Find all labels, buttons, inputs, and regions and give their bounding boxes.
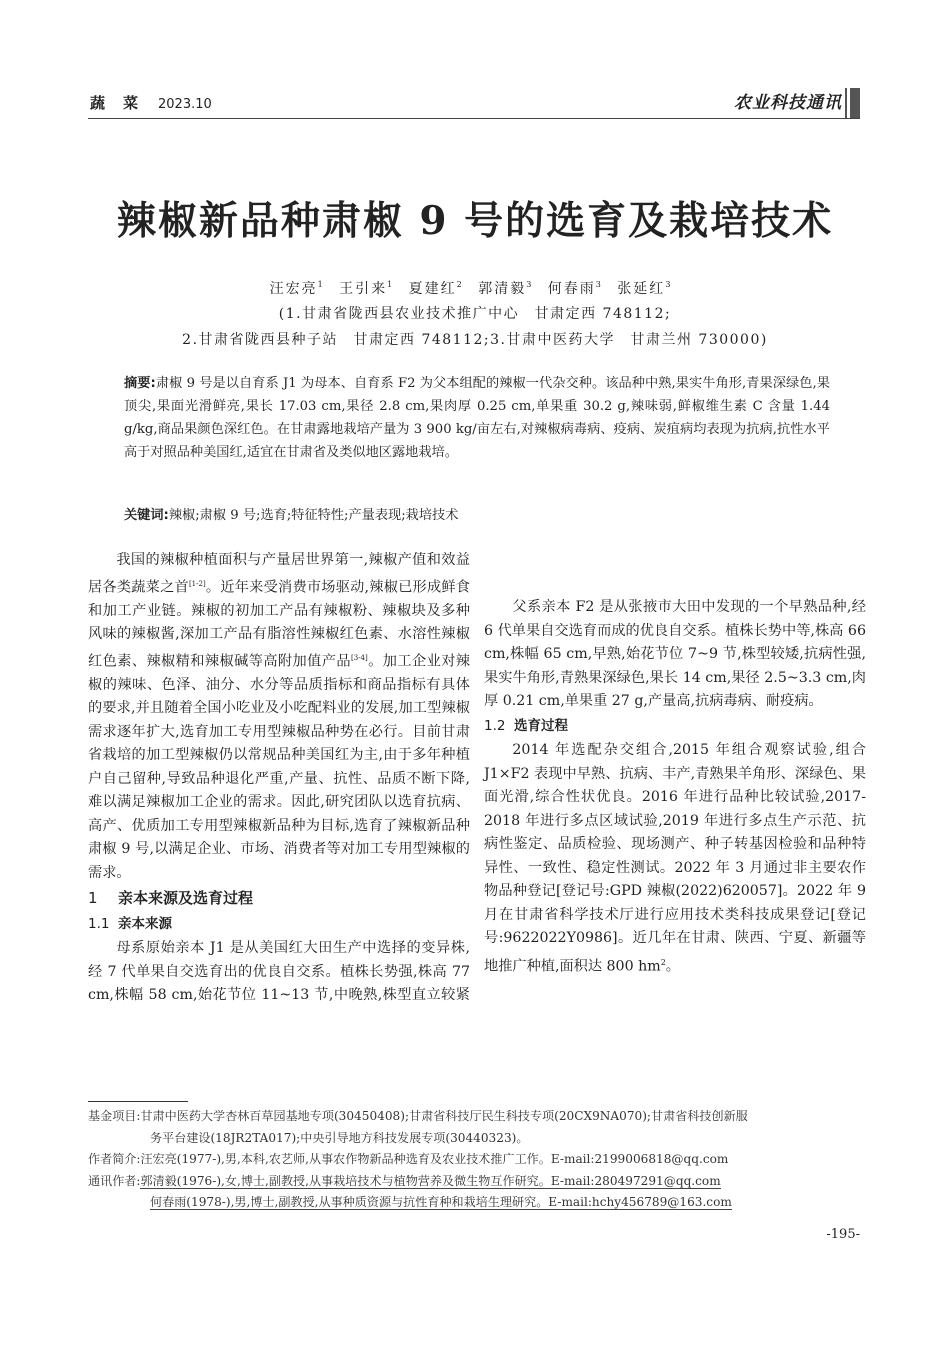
corresponding-text-2: 何春雨(1978-),男,博士,副教授,从事种质资源与抗性育种和栽培生理研究。E-mail:hchy456789@163.com — [150, 1195, 732, 1209]
breeding-text: 2014 年选配杂交组合,2015 年组合观察试验,组合 J1×F2 表现中早熟、抗病、丰产,青熟果羊角形、深绿色、果面光滑,综合性状优良。2016 年进行品种比较试验,2017-2018 年进行多点区域试验,2019 年进行多点生产示范、抗病性鉴定、品质检验、现场测产、种子转基因检验和品种特异性、一致性、稳定性测试。2022 年 3 月通过非主要农作物品种登记[登记号:GPD 辣椒(2022)620057]。2022 年 9 月在甘肃省科学技术厅进行应用技术类科技成果登记[登记号:9622022Y0986]。近几年在甘肃、陕西、宁夏、新疆等地推广种植,面积达 800 hm — [484, 742, 866, 975]
keywords-label: 关键词: — [124, 508, 169, 523]
author-name: 张延红 — [617, 281, 666, 297]
corresponding-label: 通讯作者: — [88, 1173, 141, 1188]
father-parent-paragraph: 父系亲本 F2 是从张掖市大田中发现的一个早熟品种,经 6 代单果自交选育而成的优良自交系。植株长势中等,株高 66 cm,株幅 65 cm,早熟,始花节位 7~9 节,株型较矮,抗病性强,果实牛角形,青熟果深绿色,果长 14 cm,果径 2.5~3.3 cm,肉厚 0.21 cm,单果重 27 g,产量高,抗病毒病、耐疫病。 — [484, 599, 866, 709]
affiliation-line-1: (1.甘肃省陇西县农业技术推广中心 甘肃定西 748112; — [278, 306, 672, 322]
section-title: 亲本来源及选育过程 — [118, 889, 254, 908]
breeding-process-paragraph — [484, 739, 866, 979]
fund-line-2: 务平台建设(18JR2TA017);中央引导地方科技发展专项(30440323)。 — [150, 1130, 529, 1145]
author-affiliation-mark: 3 — [595, 280, 601, 290]
abstract — [124, 372, 830, 464]
corresponding-author-line-2 — [88, 1192, 863, 1214]
author-name: 王引来 — [339, 281, 388, 297]
header-rule — [88, 118, 860, 119]
fund-text-1: 甘肃中医药大学杏林百草园基地专项(30450408);甘肃省科技厅民生科技专项(20CX9NA070);甘肃省科技创新服 — [140, 1109, 748, 1123]
page-number: -195- — [826, 1227, 860, 1242]
intro-text-a: 我国的辣椒种植面积与产量居世界第一,辣椒产值和效益居各类蔬菜之首 — [88, 552, 470, 596]
mother-parent-paragraph: 母系原始亲本 J1 是从美国红大田生产中选择的变异株,经 7 代单果自交选育出的优良自交系。植株长势强,株高 77 cm,株幅 58 cm,始花节位 11~13 节,中晚熟,株型直立较紧 — [88, 940, 470, 1004]
running-header — [90, 92, 212, 113]
corresponding-author-line — [88, 1171, 863, 1193]
author-bio-text: 汪宏亮(1977-),男,本科,农艺师,从事农作物新品种选育及农业技术推广工作。E-mail:2199006818@qq.com — [140, 1152, 729, 1166]
citation-3-4: [3-4] — [350, 653, 368, 662]
journal-name: 农业科技通讯 — [734, 93, 842, 113]
footnotes — [88, 1106, 863, 1214]
author-list — [0, 278, 950, 298]
author-name: 何春雨 — [547, 281, 596, 297]
author-affiliation-mark: 3 — [526, 280, 532, 290]
mother-parent-continued — [484, 549, 866, 596]
unit-superscript: 2 — [660, 957, 666, 967]
paper-title: 辣椒新品种肃椒 9 号的选育及栽培技术 — [116, 198, 834, 244]
header-decoration — [845, 88, 847, 118]
author-affiliation-mark: 1 — [387, 280, 393, 290]
author-affiliation-mark: 2 — [456, 280, 462, 290]
subsection-number: 1.1 — [88, 915, 110, 932]
section-heading-1 — [88, 887, 470, 911]
section-number: 1 — [88, 889, 98, 908]
fund-label: 基金项目: — [88, 1109, 141, 1123]
author-affiliation-mark: 3 — [665, 280, 671, 290]
corresponding-text: 郭清毅(1976-),女,博士,副教授,从事栽培技术与植物营养及微生物互作研究。E-mail:280497291@qq.com — [140, 1173, 721, 1188]
subsection-title: 选育过程 — [514, 717, 568, 734]
subsection-title: 亲本来源 — [118, 915, 172, 932]
header-decoration-bar — [850, 88, 860, 118]
author-bio-label: 作者简介: — [88, 1152, 141, 1166]
footnote-rule — [88, 1101, 188, 1102]
body-column-right — [484, 549, 866, 979]
author-bio-line — [88, 1149, 863, 1171]
keywords-text: 辣椒;肃椒 9 号;选育;特征特性;产量表现;栽培技术 — [168, 508, 459, 523]
author-affiliation-mark: 1 — [317, 280, 323, 290]
breeding-text-end: 。 — [665, 958, 680, 975]
keywords — [124, 504, 830, 523]
author-name: 汪宏亮 — [269, 281, 318, 297]
abstract-label: 摘要: — [124, 376, 156, 391]
citation-1-2: [1-2] — [188, 579, 206, 588]
intro-text-b: 。近年来受消费市场驱动,辣椒已形成鲜食和加工产业链。辣椒的初加工产品有辣椒粉、辣椒块及多种风味的辣椒酱,深加工产品有脂溶性辣椒红色素、水溶性辣椒红色素、辣椒精和辣椒碱等高附加值产品 — [88, 579, 470, 670]
section-label: 蔬菜 — [90, 94, 157, 112]
subsection-heading-1-2 — [484, 715, 866, 739]
abstract-text: 肃椒 9 号是以自育系 J1 为母本、自育系 F2 为父本组配的辣椒一代杂交种。该品种中熟,果实牛角形,青果深绿色,果顶尖,果面光滑鲜亮,果长 17.03 cm,果径 2.8 cm,果肉厚 0.25 cm,单果重 30.2 g,辣味弱,鲜椒维生素 C 含量 1.44 g/kg,商品果颜色深红色。在甘肃露地栽培产量为 3 900 kg/亩左右,对辣椒病毒病、疫病、炭疽病均表现为抗病,抗性水平高于对照品种美国红,适宜在甘肃省及类似地区露地栽培。 — [124, 376, 830, 460]
intro-paragraph — [88, 549, 470, 885]
affiliation-line-2: 2.甘肃省陇西县种子站 甘肃定西 748112;3.甘肃中医药大学 甘肃兰州 730000) — [182, 332, 768, 348]
subsection-heading-1-1 — [88, 913, 470, 937]
subsection-number: 1.2 — [484, 717, 506, 734]
body-column-left — [88, 549, 470, 1007]
fund-line — [88, 1106, 863, 1128]
issue-date: 2023.10 — [158, 97, 212, 112]
author-name: 郭清毅 — [478, 281, 527, 297]
author-name: 夏建红 — [408, 281, 457, 297]
intro-text-c: 。加工企业对辣椒的辣味、色泽、油分、水分等品质指标和商品指标有具体的要求,并且随着全国小吃业及小吃配料业的发展,加工型辣椒需求逐年扩大,选育加工专用型辣椒品种势在必行。目前甘肃省栽培的加工型辣椒仍以常规品种美国红为主,由于多年种植户自己留种,导致品种退化严重,产量、抗性、品质不断下降,难以满足辣椒加工企业的需求。因此,研究团队以选育抗病、高产、优质加工专用型辣椒新品种为目标,选育了辣椒新品种肃椒 9 号,以满足企业、市场、消费者等对加工专用型辣椒的需求。 — [88, 653, 470, 881]
